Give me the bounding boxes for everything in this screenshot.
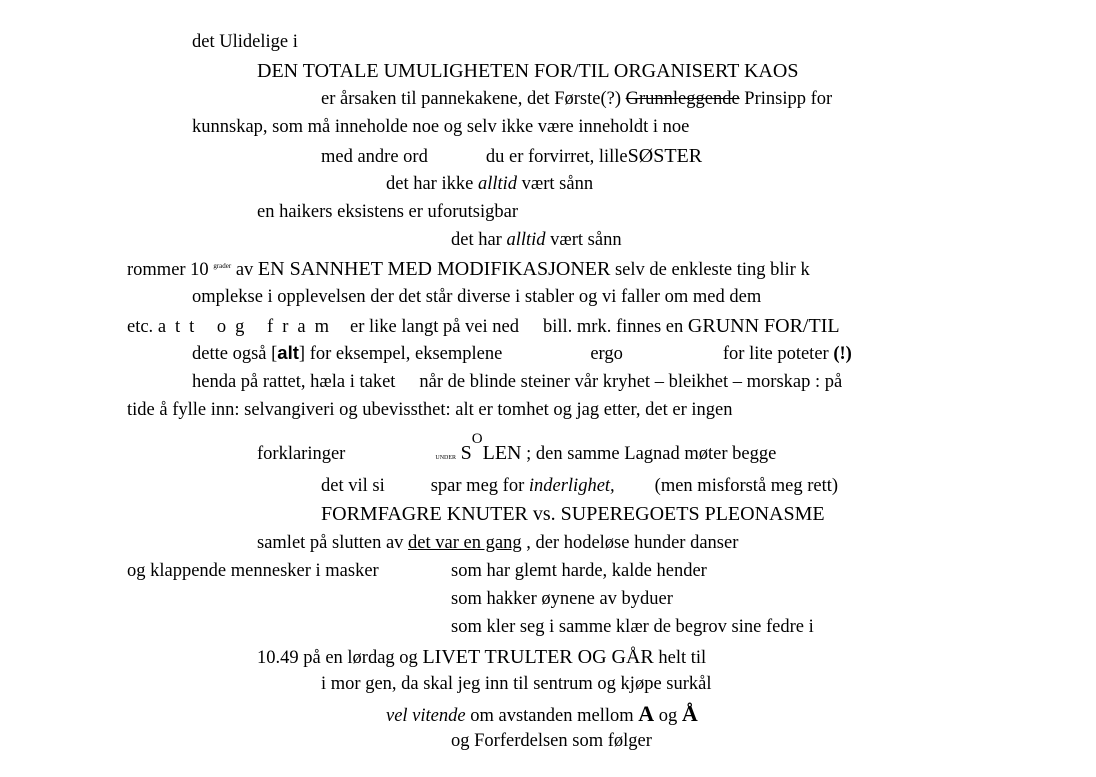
poem-line-2-heading: [257, 61, 798, 81]
poem-line-8: [451, 231, 622, 250]
poem-line-19: [127, 562, 379, 581]
text: ergo: [590, 344, 623, 364]
poem-line-12: [192, 344, 852, 364]
text: (men misforstå meg rett): [654, 476, 839, 496]
italic-word: alltid: [477, 174, 518, 194]
text: kunnskap, som må inneholde noe og selv ikke være inneholdt i noe: [192, 117, 690, 137]
text: samlet på slutten av: [257, 533, 409, 553]
text: som kler seg i samme klær de begrov sine fedre i: [451, 617, 814, 637]
bold-letter-aa: Å: [681, 701, 698, 726]
caps-word: SØSTER: [627, 145, 703, 167]
poem-line-1: [192, 33, 298, 52]
caps-phrase: GRUNN FOR/TIL: [687, 315, 840, 337]
text: vært sånn: [517, 174, 594, 194]
text: du er forvirret, lille: [485, 147, 628, 167]
struck-word: Grunnleggende: [625, 89, 740, 109]
text: forklaringer: [257, 444, 346, 464]
text: en haikers eksistens er uforutsigbar: [257, 202, 518, 222]
text: i mor gen, da skal jeg inn til sentrum og kjøpe surkål: [321, 674, 712, 694]
poem-line-4: [192, 118, 689, 137]
bracket-close: ]: [298, 344, 306, 364]
text: vært sånn: [545, 230, 622, 250]
text: det har ikke: [386, 174, 478, 194]
poem-line-25: [451, 732, 652, 751]
poem-line-23: [321, 675, 712, 694]
poem-line-13: [192, 373, 842, 392]
underlined-phrase: det var en gang: [408, 533, 522, 553]
poem-line-20: [451, 590, 673, 609]
caps-phrase: EN SANNHET MED MODIFIKASJONER: [257, 258, 611, 280]
text: spar meg for: [430, 476, 529, 496]
text: det Ulidelige i: [192, 32, 298, 52]
poem-line-5: [321, 146, 702, 167]
poem-line-10: [192, 288, 761, 307]
text: henda på rattet, hæla i taket: [192, 372, 396, 392]
text: er årsaken til pannekakene, det Første(?): [321, 89, 626, 109]
poem-line-21: [451, 618, 814, 637]
poem-line-18: [257, 534, 738, 553]
poem-line-11: [127, 316, 840, 337]
text: Prinsipp for: [739, 89, 833, 109]
poem-line-16: [321, 477, 838, 496]
text: om avstanden mellom: [465, 706, 639, 726]
text: som har glemt harde, kalde hender: [451, 561, 707, 581]
poem-line-6: [386, 175, 593, 194]
caps-phrase: LIVET TRULTER OG GÅR: [422, 646, 654, 668]
text: og klappende mennesker i masker: [127, 561, 379, 581]
text: ; den samme Lagnad møter begge: [521, 444, 777, 464]
bold-word: (!): [833, 344, 852, 364]
raised-letter: O: [471, 431, 483, 447]
bracket-open: [: [271, 344, 278, 364]
poem-line-22: [257, 647, 706, 668]
text: det har: [451, 230, 507, 250]
text: for eksempel, eksemplene: [305, 344, 503, 364]
text: dette også: [192, 344, 272, 364]
text: og Forferdelsen som følger: [451, 731, 652, 751]
text: omplekse i opplevelsen der det står diverse i stabler og vi faller om med dem: [192, 287, 762, 307]
poem-line-24: [386, 703, 698, 726]
text: FORMFAGRE KNUTER vs. SUPEREGOETS PLEONASME: [321, 503, 825, 525]
text: helt til: [653, 648, 707, 668]
poem-line-3: [321, 90, 832, 109]
text: 10.49 på en lørdag og: [257, 648, 423, 668]
text: for lite poteter: [722, 344, 834, 364]
poem-line-15: [257, 431, 777, 464]
bold-word: alt: [277, 342, 299, 363]
poem-line-19b: [451, 562, 707, 581]
text: når de blinde steiner vår kryhet – bleikhet – morskap : på: [419, 372, 843, 392]
caps-word: LEN: [482, 442, 522, 464]
bold-letter-a: A: [638, 701, 655, 726]
poem-line-17-heading: [321, 504, 825, 524]
text: og: [654, 706, 682, 726]
text: med andre ord: [321, 147, 428, 167]
italic-word: alltid: [506, 230, 546, 250]
text: bill. mrk. finnes en: [543, 317, 688, 337]
text: selv de enkleste ting blir k: [610, 260, 810, 280]
small-caps-word: UNDER: [435, 455, 457, 461]
italic-phrase: vel vitende: [386, 706, 466, 726]
poem-line-9: [127, 259, 810, 280]
text: er like langt på vei ned: [349, 317, 519, 337]
caps-letter: S: [460, 442, 472, 464]
italic-word: inderlighet,: [528, 476, 615, 496]
superscript-word: grader: [213, 261, 232, 270]
text: av: [231, 260, 258, 280]
text: etc.: [127, 317, 158, 337]
poem-line-7: [257, 203, 518, 222]
text: rommer 10: [127, 260, 214, 280]
text: det vil si: [321, 476, 385, 496]
text: som hakker øynene av byduer: [451, 589, 673, 609]
text: tide å fylle inn: selvangiveri og ubevissthet: alt er tomhet og jag etter, det er ingen: [127, 400, 733, 420]
text: , der hodeløse hunder danser: [521, 533, 739, 553]
spaced-phrase: att og fram: [157, 317, 338, 337]
text: DEN TOTALE UMULIGHETEN FOR/TIL ORGANISERT KAOS: [257, 60, 799, 82]
poem-line-14: [127, 401, 732, 420]
